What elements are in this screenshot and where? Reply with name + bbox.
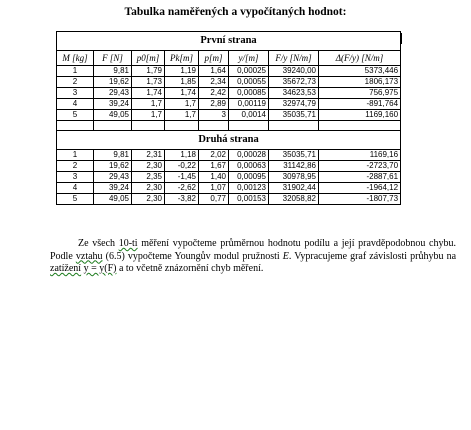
table-cell: 2,31 (132, 150, 165, 161)
table-cell: 2,34 (199, 77, 229, 88)
table-cell: 1 (57, 66, 94, 77)
table-cell: 35035,71 (269, 150, 319, 161)
table-cell: 2,02 (199, 150, 229, 161)
table-cell: -891,764 (319, 99, 401, 110)
para-text: (6.5) vypočteme Youngův modul pružnosti (102, 250, 283, 262)
table-row (57, 99, 401, 110)
table-row (57, 110, 401, 121)
table-cell: 31142,86 (269, 161, 319, 172)
table-cell: 1,74 (132, 88, 165, 99)
table-row (57, 172, 401, 183)
section-heading-second-side: Druhá strana (57, 131, 401, 150)
table-cell: 2,35 (132, 172, 165, 183)
table-cell: -1964,12 (319, 183, 401, 194)
table-cell: 2,30 (132, 161, 165, 172)
table-cell: 0,00123 (229, 183, 269, 194)
table-cell: 2,30 (132, 183, 165, 194)
table-cell: -2723,70 (319, 161, 401, 172)
table-cell: 3 (57, 172, 94, 183)
table-cell: 1,7 (165, 110, 199, 121)
table-row (57, 88, 401, 99)
table-cell: 5 (57, 194, 94, 205)
column-header: M [kg] (57, 51, 94, 66)
table-cell: 35035,71 (269, 110, 319, 121)
table-row (57, 66, 401, 77)
column-header: p[m] (199, 51, 229, 66)
table-cell: 1,07 (199, 183, 229, 194)
table-cell: 19,62 (94, 161, 132, 172)
table-cell: 19,62 (94, 77, 132, 88)
table-cell: 0,00095 (229, 172, 269, 183)
table-cell: 1,73 (132, 77, 165, 88)
table-cell: 39,24 (94, 99, 132, 110)
table-cell: 0,00153 (229, 194, 269, 205)
table-cell: 39240,00 (269, 66, 319, 77)
table-cell: 9,81 (94, 66, 132, 77)
table-cell: 1,85 (165, 77, 199, 88)
table-cell: 2,42 (199, 88, 229, 99)
para-underlined: zatížení (50, 263, 82, 274)
table-cell: 30978,95 (269, 172, 319, 183)
table-cell: 1,7 (132, 110, 165, 121)
table-cell: 2,89 (199, 99, 229, 110)
table-cell: -0,22 (165, 161, 199, 172)
table-cell: -1,45 (165, 172, 199, 183)
table-cell: 49,05 (94, 110, 132, 121)
column-header: Pk[m] (165, 51, 199, 66)
table-cell: 0,00119 (229, 99, 269, 110)
para-underlined: vztahu (75, 250, 103, 262)
table-cell: -3,82 (165, 194, 199, 205)
column-header: y/[m] (229, 51, 269, 66)
spacer-row (57, 121, 401, 131)
table-cell: 3 (57, 88, 94, 99)
table-cell: 1806,173 (319, 77, 401, 88)
para-underlined: y = y(F) (83, 263, 117, 274)
table-cell: 49,05 (94, 194, 132, 205)
table-cell: 31902,44 (269, 183, 319, 194)
table-cell: 1 (57, 150, 94, 161)
table-cell: 1,67 (199, 161, 229, 172)
table-cell: 2 (57, 77, 94, 88)
para-symbol: E (282, 250, 289, 262)
table-cell: 29,43 (94, 88, 132, 99)
table-cell: 0,0014 (229, 110, 269, 121)
table-cell: 0,77 (199, 194, 229, 205)
measurement-table (56, 31, 401, 205)
para-text: a to včetně znázornění chyb měření. (116, 263, 264, 274)
table-cell: 4 (57, 183, 94, 194)
column-header: p0[m] (132, 51, 165, 66)
table-cell: 1169,16 (319, 150, 401, 161)
column-header: Δ(F/y) [N/m] (319, 51, 401, 66)
table-cell: 1,19 (165, 66, 199, 77)
para-underlined: 10-ti (118, 238, 138, 249)
table-cell: 1,79 (132, 66, 165, 77)
table-cell: 2,30 (132, 194, 165, 205)
table-cell: 29,43 (94, 172, 132, 183)
column-header: F [N] (94, 51, 132, 66)
table-cell: 1,18 (165, 150, 199, 161)
table-cell: -2887,61 (319, 172, 401, 183)
table-cell: 32974,79 (269, 99, 319, 110)
table-row (57, 150, 401, 161)
table-cell: 0,00085 (229, 88, 269, 99)
table-cell: 0,00028 (229, 150, 269, 161)
table-row (57, 161, 401, 172)
table-cell: 5 (57, 110, 94, 121)
table-cell: 1,74 (165, 88, 199, 99)
table-row (57, 77, 401, 88)
table-cell: 4 (57, 99, 94, 110)
table-cell: 1,7 (132, 99, 165, 110)
table-cell: 39,24 (94, 183, 132, 194)
table-cell: 1,64 (199, 66, 229, 77)
table-row (57, 183, 401, 194)
table-cell: 35672,73 (269, 77, 319, 88)
table-cell: 2 (57, 161, 94, 172)
table-row (57, 194, 401, 205)
table-cell: 0,00055 (229, 77, 269, 88)
table-cell: 756,975 (319, 88, 401, 99)
table-cell: 3 (199, 110, 229, 121)
table-cell: 9,81 (94, 150, 132, 161)
column-header: F/y [N/m] (269, 51, 319, 66)
para-text: . Vypracujeme graf závislosti průhybu na (288, 250, 457, 262)
table-cell: 1169,160 (319, 110, 401, 121)
table-cell: 0,00063 (229, 161, 269, 172)
table-cell: 1,7 (165, 99, 199, 110)
body-paragraph (50, 238, 456, 276)
table-header-row (57, 51, 401, 66)
table-title: Tabulka naměřených a vypočítaných hodnot: (124, 6, 347, 18)
table-cell: -2,62 (165, 183, 199, 194)
table-cell: 34623,53 (269, 88, 319, 99)
section-heading-first-side: První strana (57, 32, 401, 51)
para-text: Ze všech (78, 238, 119, 249)
table-cell: 1,40 (199, 172, 229, 183)
table-cell: 32058,82 (269, 194, 319, 205)
para-text: měření vypočteme průměrnou hodnotu podílu a její pravděpodobnou chybu. Podle (50, 238, 456, 262)
table-cell: 0,00025 (229, 66, 269, 77)
table-cell: -1807,73 (319, 194, 401, 205)
table-cell: 5373,446 (319, 66, 401, 77)
